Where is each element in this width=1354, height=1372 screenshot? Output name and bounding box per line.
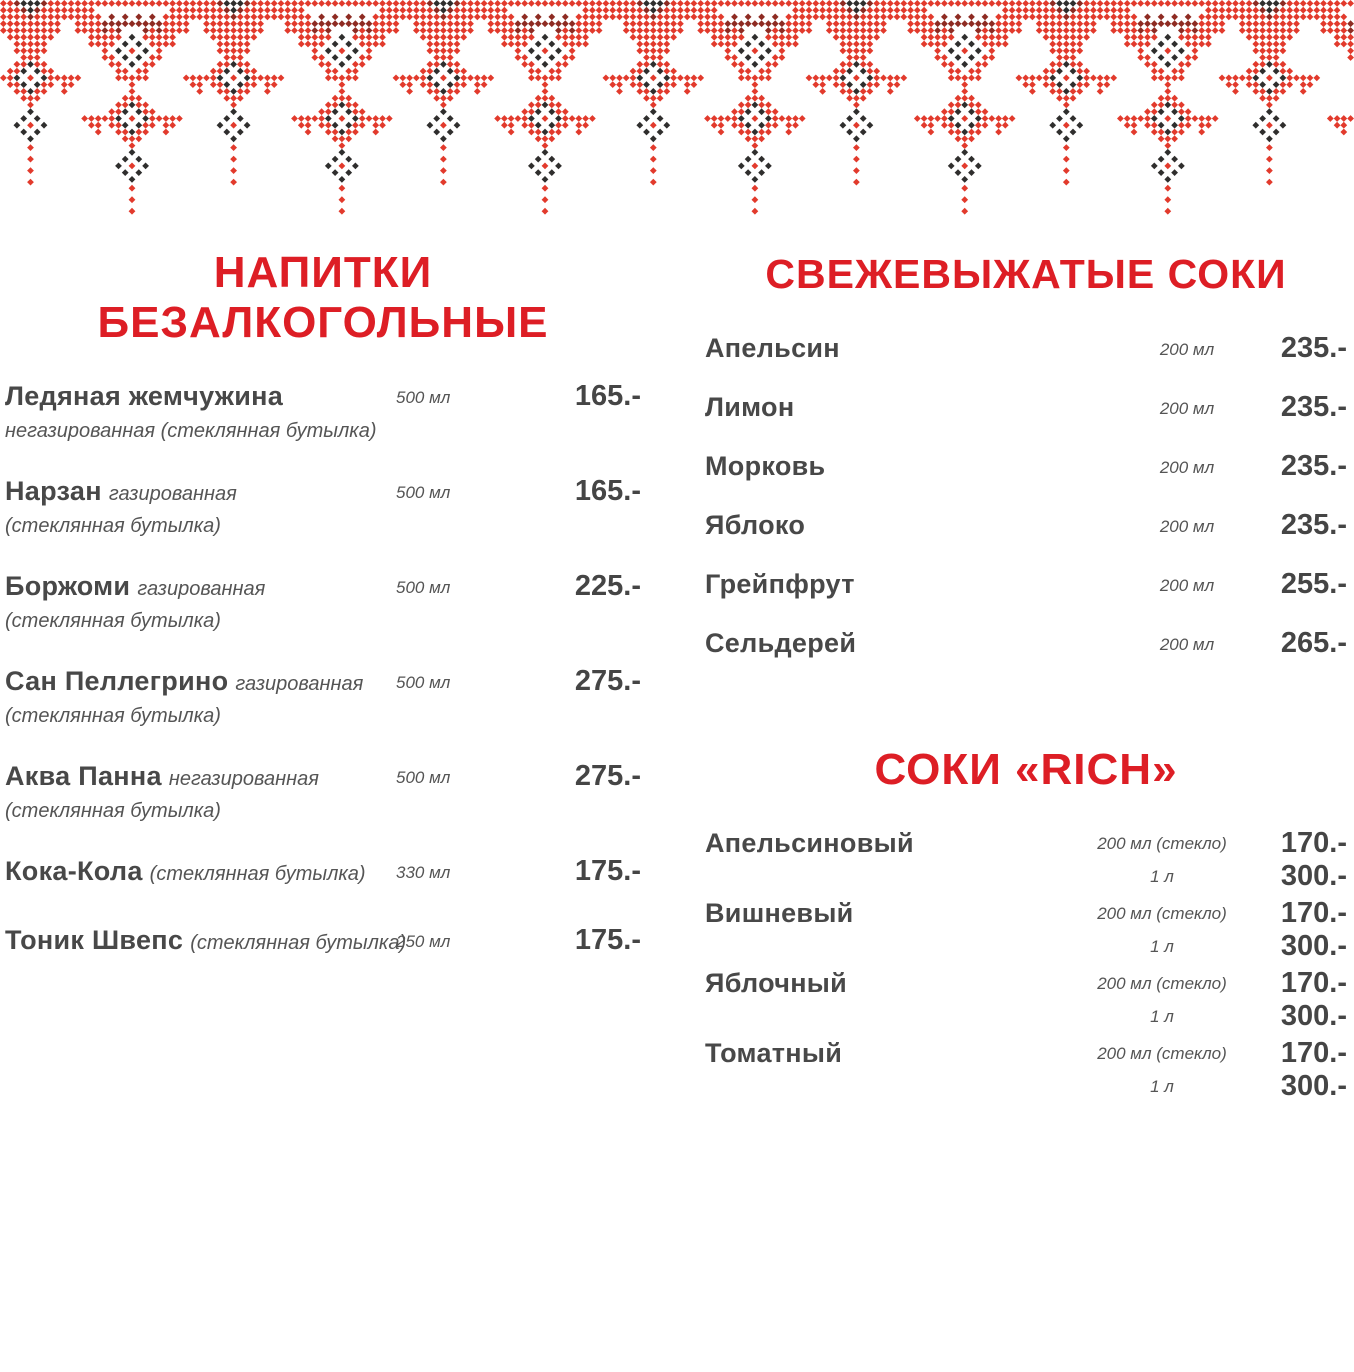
menu-item-row [5,381,641,444]
item-desc: газированная [235,673,364,695]
item-name: Нарзан [5,476,102,506]
item-volume: 200 мл (стекло) [1097,974,1227,993]
item-price: 235.- [1280,391,1347,423]
item-name: Аква Панна [5,761,162,791]
item-name: Морковь [705,451,826,481]
item-price: 165.- [574,380,641,412]
item-volume: 200 мл (стекло) [1097,1044,1227,1063]
item-volume: 200 мл [1159,340,1215,359]
item-note: негазированная (стеклянная бутылка) [5,420,377,442]
item-note: (стеклянная бутылка) [5,515,221,537]
item-note: (стеклянная бутылка) [5,800,221,822]
item-name: Вишневый [705,898,854,928]
item-name: Кока-Кола [5,856,143,886]
item-price: 300.- [1280,930,1347,962]
item-volume: 1 л [1150,867,1174,886]
item-volume: 200 мл [1159,399,1215,418]
item-volume: 200 мл (стекло) [1097,834,1227,853]
item-name: Яблоко [705,510,806,540]
menu-item-row [705,333,1347,363]
item-name: Ледяная жемчужина [5,381,284,411]
menu-item-row [705,510,1347,540]
item-volume: 1 л [1150,1077,1174,1096]
item-name: Боржоми [5,571,131,601]
menu-item-row [5,571,641,634]
menu-item-row [5,666,641,729]
item-volume: 250 мл [396,932,451,951]
item-price: 235.- [1280,450,1347,482]
item-desc: негазированная [168,768,319,790]
item-variant [1087,967,1347,1000]
item-variant [1087,860,1347,893]
item-price: 255.- [1280,568,1347,600]
item-name: Лимон [705,392,795,422]
item-price: 225.- [574,570,641,602]
menu-item-row [705,392,1347,422]
item-volume: 1 л [1150,1007,1174,1026]
section-nonalcoholic [5,248,641,994]
item-volume: 330 мл [396,863,451,882]
title-line-2: БЕЗАЛКОГОЛЬНЫЕ [97,298,549,347]
item-volume: 200 мл [1159,576,1215,595]
item-volume: 500 мл [396,483,451,502]
section-title-fresh-juices: СВЕЖЕВЫЖАТЫЕ СОКИ [765,251,1287,297]
menu-item-row [5,476,641,539]
item-variant [1087,1037,1347,1070]
item-desc: газированная [137,578,266,600]
fresh-juices-list [705,333,1347,658]
item-name: Тоник Швепс [5,925,184,955]
item-price: 300.- [1280,1070,1347,1102]
rich-juices-list [705,827,1347,1103]
item-volume: 500 мл [396,388,451,407]
item-price: 170.- [1280,897,1347,929]
item-volume: 500 мл [396,673,451,692]
item-price: 300.- [1280,860,1347,892]
item-volume: 500 мл [396,578,451,597]
menu-item-row [705,628,1347,658]
item-price: 170.- [1280,1037,1347,1069]
item-desc: (стеклянная бутылка) [190,932,407,954]
section-juices [705,252,1347,1107]
title-line-1: НАПИТКИ [213,248,433,297]
item-price: 300.- [1280,1000,1347,1032]
menu-item-row [705,451,1347,481]
item-price: 165.- [574,475,641,507]
item-price: 235.- [1280,332,1347,364]
item-price: 175.- [574,855,641,887]
item-name: Томатный [705,1038,843,1068]
menu-item-row [5,925,641,962]
item-name: Сан Пеллегрино [5,666,229,696]
menu-item-row [705,569,1347,599]
section-title-nonalcoholic [5,248,641,348]
item-volume: 1 л [1150,937,1174,956]
item-price: 275.- [574,665,641,697]
item-variant [1087,930,1347,963]
item-price: 275.- [574,760,641,792]
item-name: Апельсин [705,333,840,363]
item-price: 235.- [1280,509,1347,541]
item-name: Грейпфрут [705,569,855,599]
item-variant [1087,1000,1347,1033]
embroidery-border [0,0,1354,216]
item-variant [1087,1070,1347,1103]
item-note: (стеклянная бутылка) [5,610,221,632]
item-volume: 500 мл [396,768,451,787]
item-volume: 200 мл [1159,458,1215,477]
item-price: 175.- [574,924,641,956]
item-variant [1087,897,1347,930]
menu-item-row [705,827,1347,893]
item-volume: 200 мл [1159,635,1215,654]
item-price: 265.- [1280,627,1347,659]
section-title-rich-juices: СОКИ «RICH» [874,745,1178,794]
item-desc: газированная [108,483,237,505]
item-name: Сельдерей [705,628,857,658]
item-note: (стеклянная бутылка) [5,705,221,727]
menu-item-row [5,761,641,824]
menu-item-row [705,967,1347,1033]
item-name: Апельсиновый [705,828,914,858]
menu-item-row [705,897,1347,963]
nonalcoholic-list [5,381,641,962]
item-volume: 200 мл [1159,517,1215,536]
item-variant [1087,827,1347,860]
menu-item-row [5,856,641,893]
item-name: Яблочный [705,968,848,998]
item-desc: (стеклянная бутылка) [149,863,366,885]
item-volume: 200 мл (стекло) [1097,904,1227,923]
item-price: 170.- [1280,967,1347,999]
item-price: 170.- [1280,827,1347,859]
menu-item-row [705,1037,1347,1103]
